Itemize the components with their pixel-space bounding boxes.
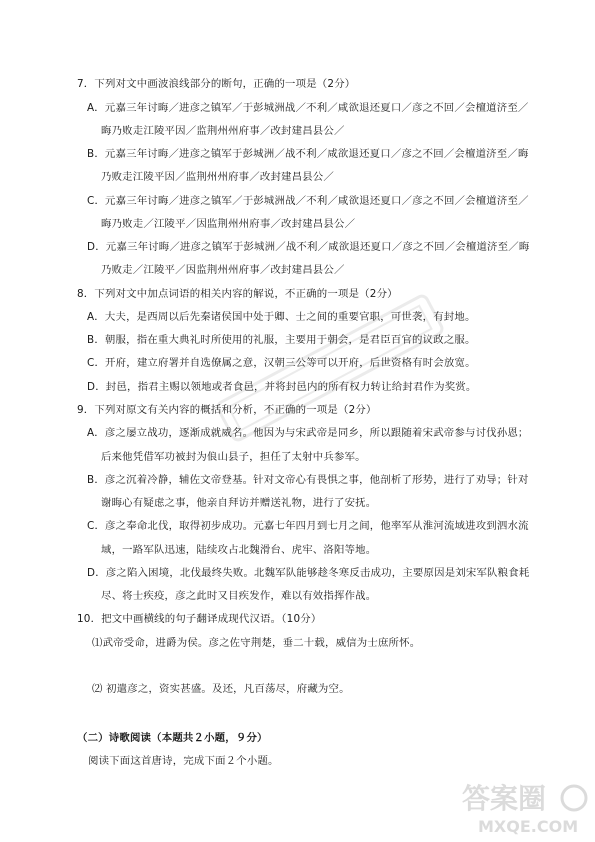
q9-stem: 9．下列对原文有关内容的概括和分析，不正确的一项是（2分） xyxy=(77,404,377,416)
logo-site-text: MXQE.COM xyxy=(478,817,579,836)
q8-option-b: B．朝服，指在重大典礼时所使用的礼服，主要用于朝会，是君臣百官的议政之服。 xyxy=(87,334,476,346)
q9-option-c: C．彦之奉命北伐，取得初步成功。元嘉七年四月到七月之间，他率军从淮河流域进攻到泗水流 xyxy=(87,520,529,532)
q10-sentence-2: ⑵ 初遣彦之，资实甚盛。及还，凡百荡尽，府藏为空。 xyxy=(92,683,350,695)
q9-option-b-cont: 谢晦心有疑虑之事，他亲自拜访并赠送礼物，进行了安抚。 xyxy=(101,497,377,509)
logo-circle-icon xyxy=(562,786,586,810)
q7-option-d: D．元嘉三年讨晦／进彦之镇军于彭城洲／战不利／咸欲退还夏口／彦之不回／会檀道济至／晦 xyxy=(87,241,530,253)
site-logo-watermark xyxy=(458,776,590,838)
q7-stem: 7．下列对文中画波浪线部分的断句，正确的一项是（2分） xyxy=(77,78,356,90)
q7-option-b-cont: 乃败走江陵平因／监荆州州府事／改封建昌县公／ xyxy=(101,171,334,183)
q7-option-a: A．元嘉三年讨晦／进彦之镇军／于彭城洲战／不利／咸欲退还夏口／彦之不回／会檀道济至／ xyxy=(87,102,529,114)
q9-option-d-cont: 尽、将士疾疫，彦之此时又目疾发作，难以有效指挥作战。 xyxy=(101,590,377,602)
q8-option-c: C．开府，建立府署并自选僚属之意，汉朝三公等可以开府，后世资格有时会放宽。 xyxy=(87,357,476,369)
q7-option-a-cont: 晦乃败走江陵平因／监荆州州府事／改封建昌县公／ xyxy=(101,125,345,137)
q10-stem: 10．把文中画横线的句子翻译成现代汉语。（10分） xyxy=(77,613,322,625)
q8-option-d: D．封邑，指君主赐以领地或者食邑，并将封邑内的所有权力转让给封君作为奖赏。 xyxy=(87,381,477,393)
logo-text: 答案圈 xyxy=(462,782,547,815)
q9-option-b: B．彦之沉着冷静，辅佐文帝登基。针对文帝心有畏惧之事，他剖析了形势，进行了劝导；针对 xyxy=(87,474,529,486)
q7-option-c: C．元嘉三年讨晦／进彦之镇军／于彭城洲战／不利／咸欲退还夏口／彦之不回／会檀道济至／ xyxy=(87,195,529,207)
section-intro: 阅读下面这首唐诗，完成下面２个小题。 xyxy=(88,755,279,767)
q7-option-c-cont: 晦乃败走／江陵平／因监荆州州府事／改封建昌县公／ xyxy=(101,218,356,230)
q7-option-d-cont: 乃败走／江陵平／因监荆州州府事／改封建昌县公／ xyxy=(101,264,345,276)
q7-option-b: B．元嘉三年讨晦／进彦之镇军于彭城洲／战不利／咸欲退还夏口／彦之不回／会檀道济至／晦 xyxy=(87,148,529,160)
q10-sentence-1: ⑴武帝受命，进爵为侯。彦之佐守荆楚，垂二十载，威信为士庶所怀。 xyxy=(92,637,421,649)
q9-option-c-cont: 域，一路军队迅速，陆续攻占北魏滑台、虎牢、洛阳等地。 xyxy=(101,544,377,556)
q9-option-a-cont: 后来他凭借军功被封为俍山县子，担任了太射中兵参军。 xyxy=(101,451,366,463)
section-heading: （二）诗歌阅读（本题共２小题，９分） xyxy=(77,732,268,744)
q8-option-a: A．大夫，是西周以后先秦诸侯国中处于卿、士之间的重要官职，可世袭，有封地。 xyxy=(87,311,476,323)
q9-option-d: D．彦之陷入困境，北伐最终失败。北魏军队能够趁冬寒反击成功，主要原因是刘宋军队粮食耗 xyxy=(87,567,530,579)
q9-option-a: A．彦之屡立战功，逐渐成就威名。他因为与宋武帝是同乡，所以跟随着宋武帝参与讨伐孙恩； xyxy=(87,427,529,439)
q8-stem: 8．下列对文中加点词语的相关内容的解说，不正确的一项是（2分） xyxy=(77,288,398,300)
